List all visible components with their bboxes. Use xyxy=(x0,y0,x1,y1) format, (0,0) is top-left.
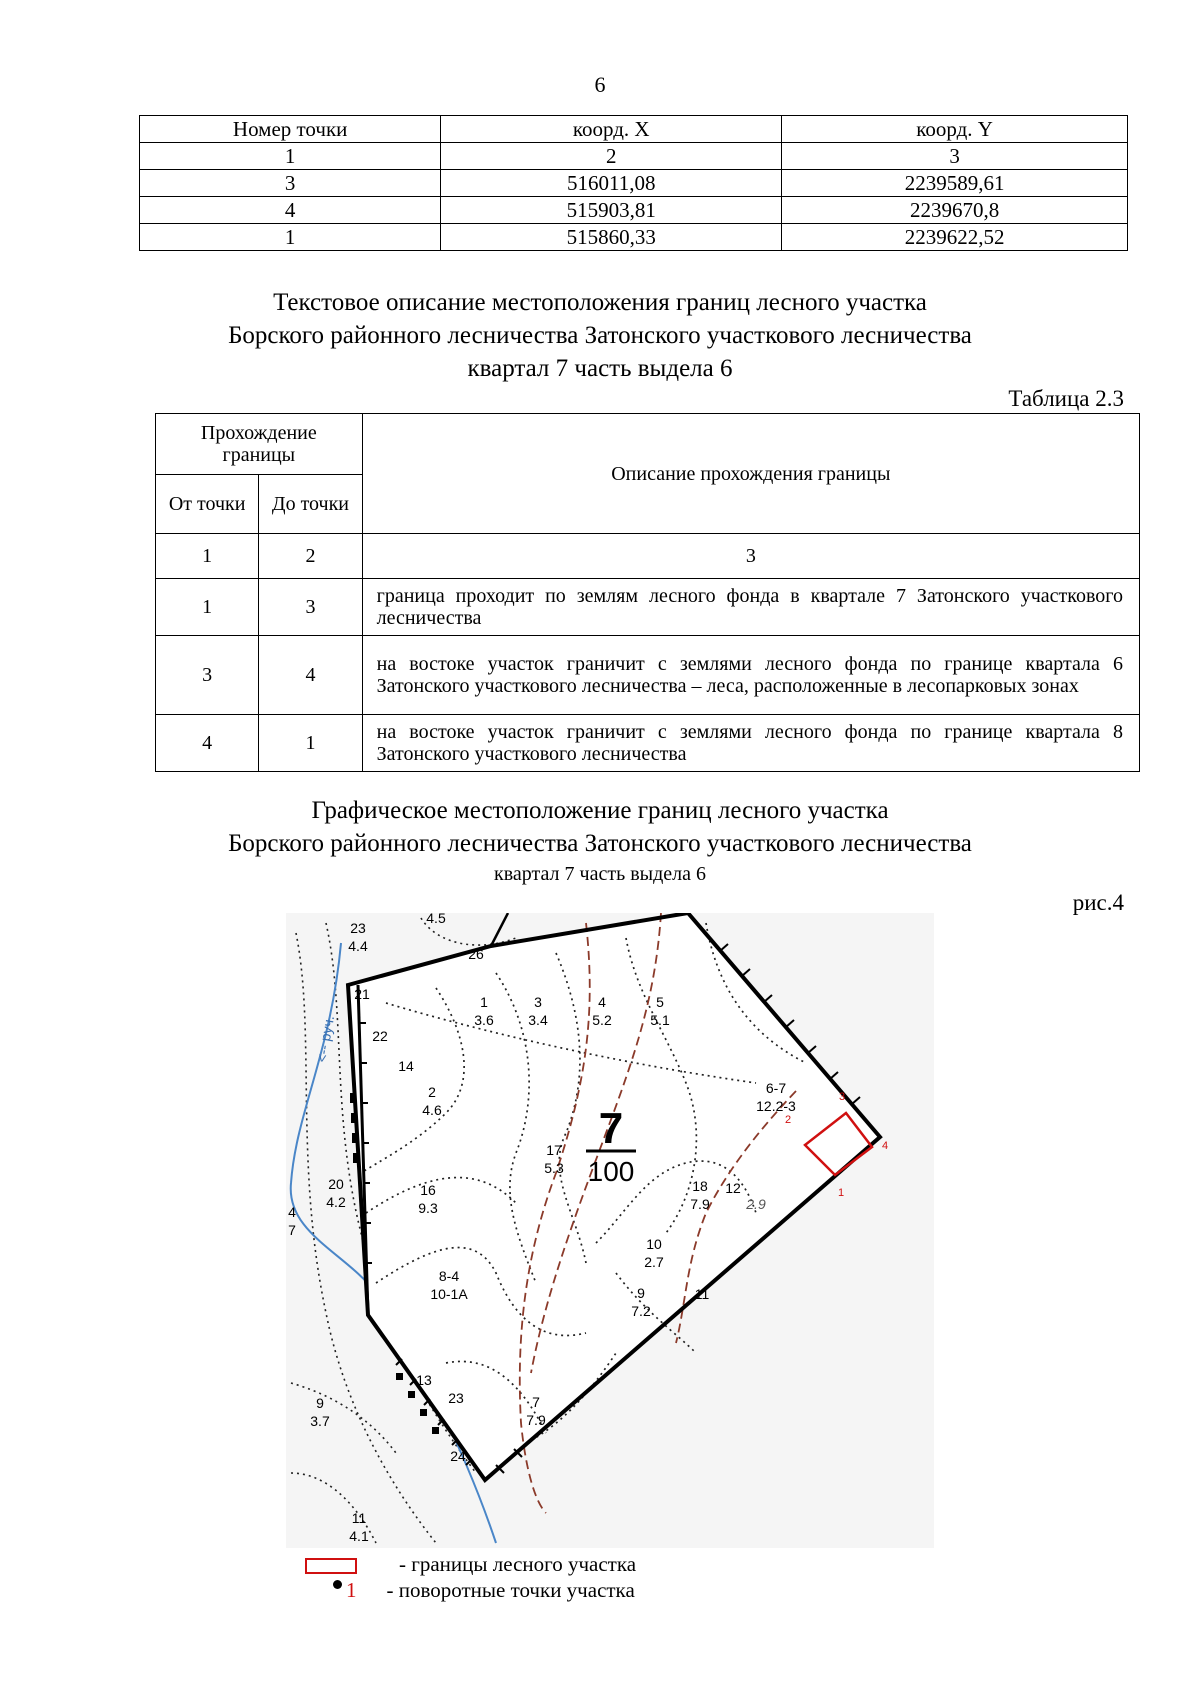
svg-text:3.7: 3.7 xyxy=(310,1413,330,1429)
svg-text:14: 14 xyxy=(398,1058,414,1074)
point-dot-icon xyxy=(333,1580,342,1589)
svg-text:20: 20 xyxy=(328,1176,344,1192)
section-title-text-description xyxy=(0,286,1200,385)
svg-text:7.9: 7.9 xyxy=(690,1196,710,1212)
table-cell: 1 xyxy=(140,143,441,170)
svg-text:4.4: 4.4 xyxy=(348,938,368,954)
table-row xyxy=(156,715,1140,772)
table-header-row xyxy=(156,414,1140,475)
header-coord-x: коорд. X xyxy=(441,116,782,143)
svg-text:9: 9 xyxy=(637,1285,645,1301)
header-from-point: От точки xyxy=(156,475,259,534)
svg-text:4.5: 4.5 xyxy=(426,913,446,926)
title-line: Графическое местоположение границ лесного участка xyxy=(311,797,889,824)
svg-text:8-4: 8-4 xyxy=(438,1268,460,1284)
table-cell: 3 xyxy=(140,170,441,197)
legend-points xyxy=(305,1578,635,1603)
svg-text:9: 9 xyxy=(316,1395,324,1411)
table-cell: 1 xyxy=(140,224,441,251)
table-cell: 2239670,8 xyxy=(782,197,1128,224)
table-cell: 1 xyxy=(259,715,362,772)
svg-text:3.4: 3.4 xyxy=(528,1012,548,1028)
table-cell: 516011,08 xyxy=(441,170,782,197)
svg-text:6-7: 6-7 xyxy=(765,1080,787,1096)
svg-text:4.1: 4.1 xyxy=(349,1528,369,1544)
svg-text:12.2-3: 12.2-3 xyxy=(756,1098,796,1114)
svg-text:22: 22 xyxy=(372,1028,388,1044)
svg-text:3.6: 3.6 xyxy=(474,1012,494,1028)
svg-text:1: 1 xyxy=(480,994,488,1010)
table-cell: 3 xyxy=(362,534,1139,579)
page-number: 6 xyxy=(594,72,606,97)
table-cell: 4 xyxy=(156,715,259,772)
table-row xyxy=(140,197,1128,224)
legend-point-label: - поворотные точки участка xyxy=(386,1578,635,1602)
svg-text:10: 10 xyxy=(646,1236,662,1252)
table-cell: на востоке участок граничит с землями лесного фонда по границе квартала 6 Затонского участкового лесничества – леса, расположенные в лесопарковых зонах xyxy=(362,636,1139,715)
svg-text:4.6: 4.6 xyxy=(422,1102,442,1118)
table-cell: граница проходит по землям лесного фонда в квартале 7 Затонского участкового лесничества xyxy=(362,579,1139,636)
title-line: Борского районного лесничества Затонского участкового лесничества xyxy=(228,830,972,857)
table-numbering-row xyxy=(140,143,1128,170)
svg-text:13: 13 xyxy=(416,1372,432,1388)
svg-text:9.3: 9.3 xyxy=(418,1200,438,1216)
legend-point-number: 1 xyxy=(346,1578,357,1602)
svg-text:4.2: 4.2 xyxy=(326,1194,346,1210)
svg-text:4: 4 xyxy=(288,1204,296,1220)
boundary-swatch-icon xyxy=(305,1558,357,1574)
svg-text:18: 18 xyxy=(692,1178,708,1194)
table-cell: 1 xyxy=(156,534,259,579)
header-boundary-description: Описание прохождения границы xyxy=(362,414,1139,534)
header-boundary-passage: Прохождение границы xyxy=(156,414,363,475)
svg-text:21: 21 xyxy=(354,986,370,1002)
table-row xyxy=(156,579,1140,636)
svg-text:23: 23 xyxy=(350,920,366,936)
svg-text:7: 7 xyxy=(288,1222,296,1238)
table-cell: 2 xyxy=(441,143,782,170)
svg-text:5.1: 5.1 xyxy=(650,1012,670,1028)
svg-text:24: 24 xyxy=(450,1448,466,1464)
title-line: квартал 7 часть выдела 6 xyxy=(467,355,733,382)
parcel-point-3: 3 xyxy=(839,1091,846,1103)
quarter-area: 100 xyxy=(587,1156,635,1187)
svg-text:11: 11 xyxy=(694,1286,710,1302)
table-cell: 515860,33 xyxy=(441,224,782,251)
figure-label: рис.4 xyxy=(1072,890,1124,915)
table-cell: 3 xyxy=(259,579,362,636)
svg-text:26: 26 xyxy=(468,946,484,962)
table-cell: 4 xyxy=(140,197,441,224)
title-subline: квартал 7 часть выдела 6 xyxy=(494,863,706,885)
table-cell: 1 xyxy=(156,579,259,636)
stream-label: <-- руч. xyxy=(313,1014,338,1064)
table-cell: 3 xyxy=(782,143,1128,170)
svg-text:7.2: 7.2 xyxy=(631,1303,651,1319)
table-label: Таблица 2.3 xyxy=(1008,386,1124,411)
svg-text:5: 5 xyxy=(656,994,664,1010)
header-point-number: Номер точки xyxy=(140,116,441,143)
svg-text:10-1А: 10-1А xyxy=(430,1286,468,1302)
table-cell: 3 xyxy=(156,636,259,715)
legend-boundary-label: - границы лесного участка xyxy=(399,1552,637,1576)
svg-text:7: 7 xyxy=(532,1394,540,1410)
svg-text:5.2: 5.2 xyxy=(592,1012,612,1028)
legend-boundary xyxy=(305,1552,636,1577)
svg-text:4: 4 xyxy=(598,994,606,1010)
title-line: Борского районного лесничества Затонского участкового лесничества xyxy=(228,322,972,349)
parcel-point-1: 1 xyxy=(838,1187,845,1199)
table-row xyxy=(140,170,1128,197)
forest-map xyxy=(286,913,934,1548)
table-cell: 515903,81 xyxy=(441,197,782,224)
svg-text:5.3: 5.3 xyxy=(544,1160,564,1176)
coordinates-table xyxy=(139,115,1128,251)
svg-text:17: 17 xyxy=(546,1142,562,1158)
svg-text:16: 16 xyxy=(420,1182,436,1198)
table-cell: 2 xyxy=(259,534,362,579)
table-cell: 4 xyxy=(259,636,362,715)
table-cell: на востоке участок граничит с землями лесного фонда по границе квартала 8 Затонского участкового лесничества xyxy=(362,715,1139,772)
svg-text:2.7: 2.7 xyxy=(644,1254,664,1270)
svg-text:7.9: 7.9 xyxy=(526,1412,546,1428)
svg-text:2.9: 2.9 xyxy=(746,1196,766,1212)
table-cell: 2239589,61 xyxy=(782,170,1128,197)
svg-text:2: 2 xyxy=(428,1084,436,1100)
table-row xyxy=(140,224,1128,251)
table-row xyxy=(156,636,1140,715)
title-line: Текстовое описание местоположения границ лесного участка xyxy=(273,289,927,316)
svg-text:23: 23 xyxy=(448,1390,464,1406)
boundary-description-table xyxy=(155,413,1140,772)
parcel-point-4: 4 xyxy=(882,1140,889,1152)
quarter-number: 7 xyxy=(598,1104,624,1153)
table-numbering-row xyxy=(156,534,1140,579)
header-to-point: До точки xyxy=(259,475,362,534)
table-cell: 2239622,52 xyxy=(782,224,1128,251)
table-header-row xyxy=(140,116,1128,143)
parcel-point-2: 2 xyxy=(785,1114,792,1126)
section-title-graphic-location xyxy=(0,794,1200,888)
header-coord-y: коорд. Y xyxy=(782,116,1128,143)
svg-text:12: 12 xyxy=(725,1180,741,1196)
svg-text:3: 3 xyxy=(534,994,542,1010)
svg-text:11: 11 xyxy=(351,1510,367,1526)
